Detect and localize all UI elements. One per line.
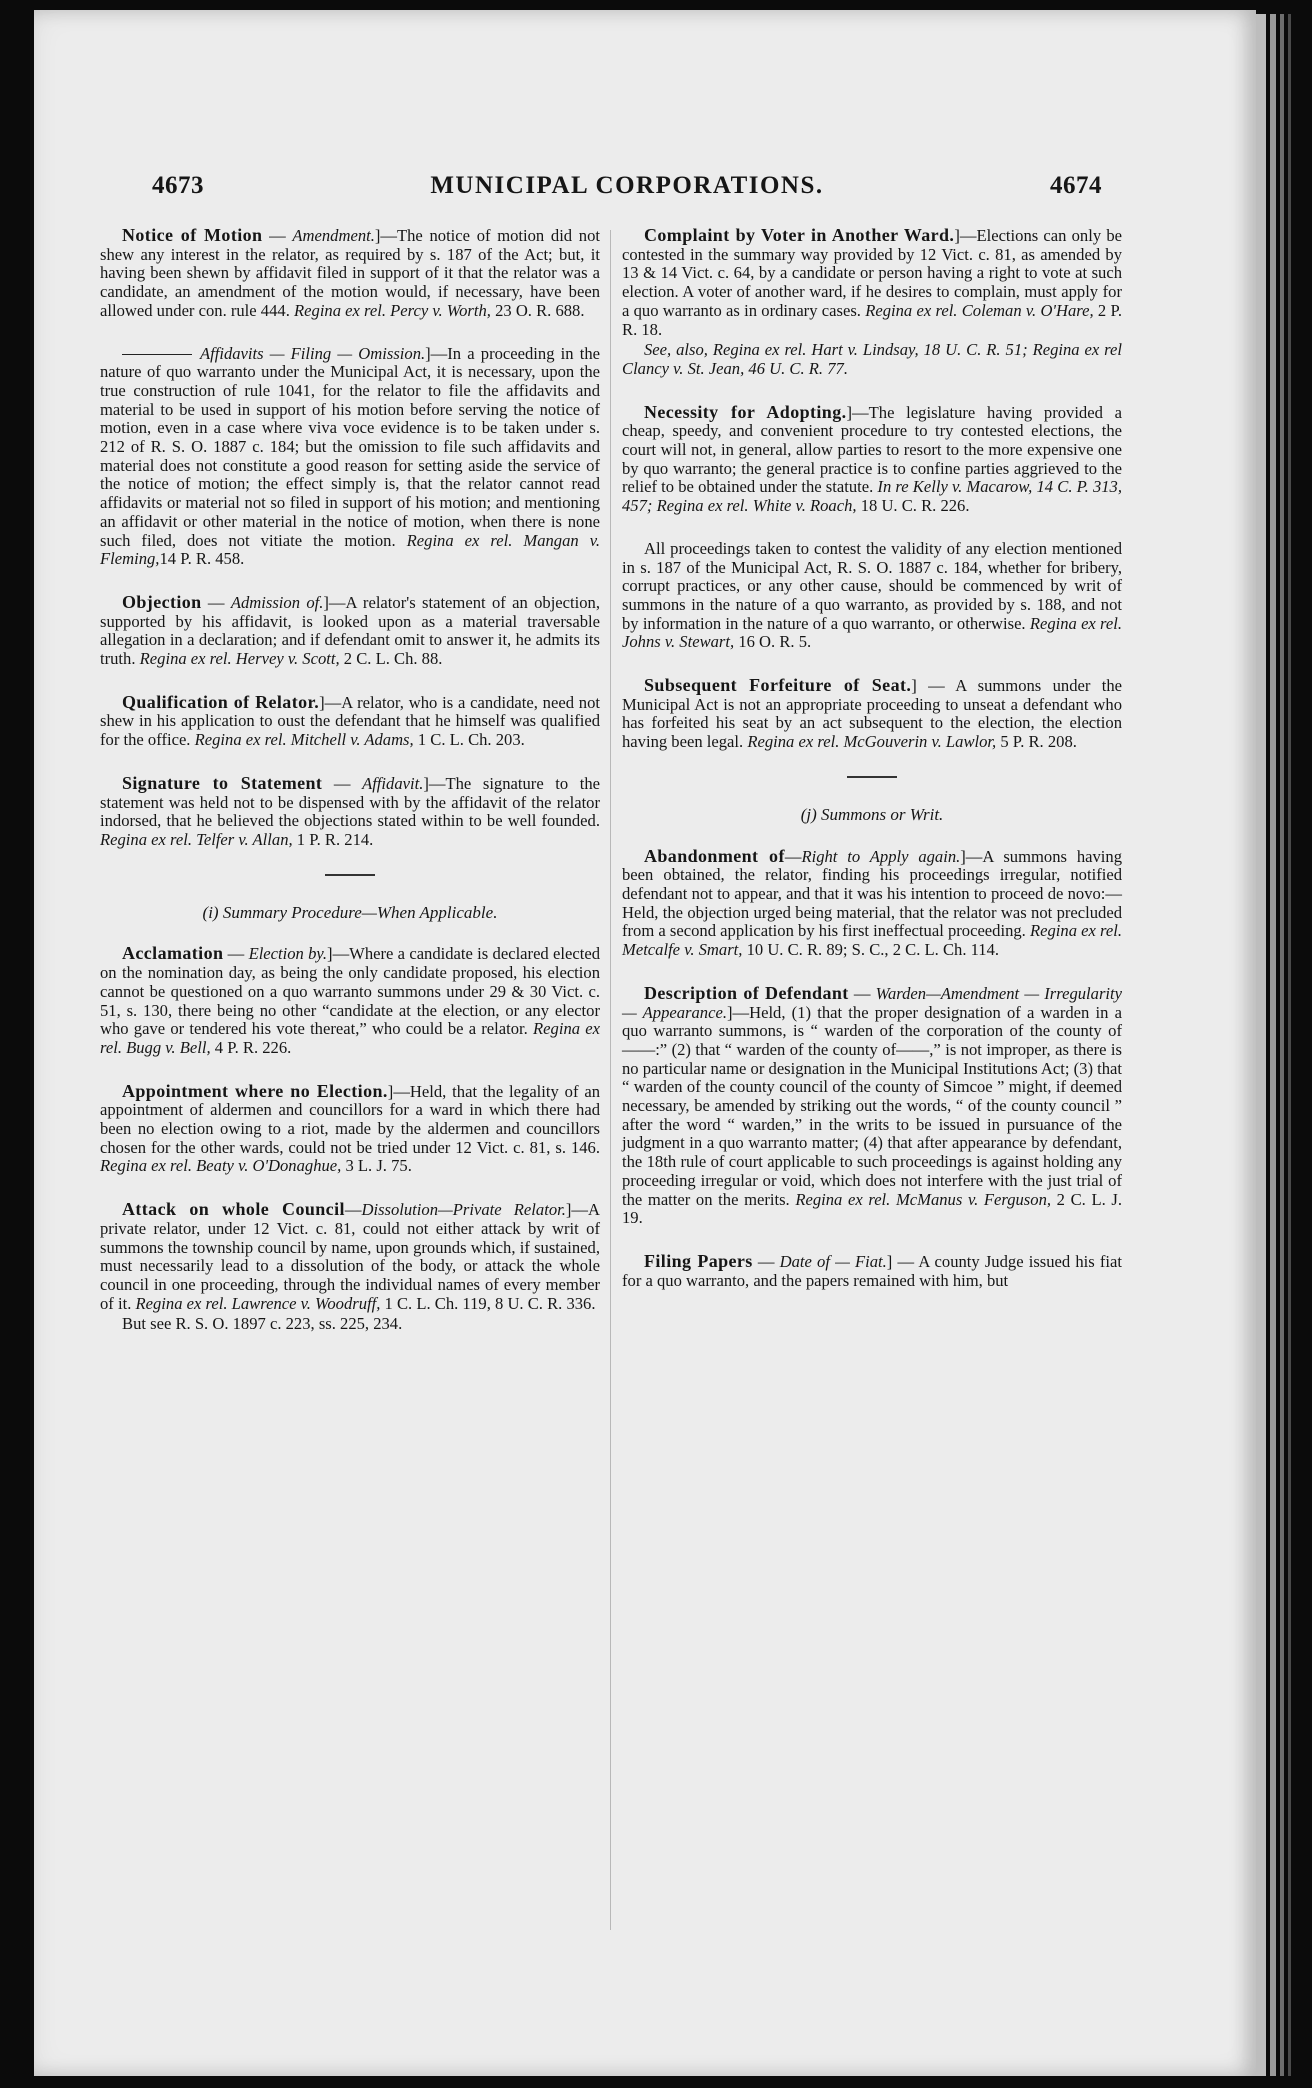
entry-text: Held, (1) that the proper designation of a warden in a quo warranto summons, is “ warden of the corporation of the county of——:” (2) that “ warden of the county of——,” is not improper, as there is no particular name or designation in the Municipal Institutions Act; (3) that “ warden of the county council of the county of Simcoe ” might, if deemed necessary, be amended by striking out the words, “ of the county council ” after the word “ warden,” in the writs to be issued in pursuance of the judgment in a quo warranto matter; (4) that after appearance by defendant, the 18th rule of court applicable to such proceedings is against holding any proceeding irregular or void, which does not interfere with the just trial of the matter on the merits. xyxy=(622,1002,1123,1209)
entry-citation-ref: 1 C. L. Ch. 203. xyxy=(417,730,525,750)
entry-complaint-by-voter: Complaint by Voter in Another Ward.]—Elections can only be contested in the summary way provided by 12 Vict. c. 81, as amended by 13 & 14 Vict. c. 64, by a candidate or person having a right to vote at such election. A voter of another ward, if he desires to complain, must apply for a quo warranto as in ordinary cases. Regina ex rel. Coleman v. O'Hare, 2 P. R. 18. See, also, Regina ex rel. Hart v. Lindsay, 18 U. C. R. 51; Regina ex rel Clancy v. St. Jean, 46 U. C. R. 77. xyxy=(622,225,1123,378)
entry-citation-ref: 3 L. J. 75. xyxy=(345,1156,412,1176)
entry-objection: Objection — Admission of.]—A relator's statement of an objection, supported by his affidavit, is looked upon as a material traversable allegation in a declaration; and if defendant omit to answer it, he admits its truth. Regina ex rel. Hervey v. Scott, 2 C. L. Ch. 88. xyxy=(100,591,600,669)
see-also-note: But see R. S. O. 1897 c. 223, ss. 225, 234. xyxy=(122,1314,403,1334)
entry-heading: Necessity for Adopting. xyxy=(644,401,847,422)
entry-citation-ref: 18 U. C. R. 226. xyxy=(860,496,970,516)
entry-heading: Filing Papers xyxy=(644,1250,753,1271)
entry-citation-ref: 16 O. R. 5. xyxy=(738,632,812,652)
entry-affidavits-filing: Affidavits — Filing — Omission.]—In a proceeding in the nature of quo warranto under the Municipal Act, it is necessary, upon the true construction of rule 1041, for the relator to file the affidavits and material to be used in support of his motion before serving the notice of motion, even in a case where viva voce evidence is to be taken under s. 212 of R. S. O. 1887 c. 184; but the omission to file such affidavits and material does not constitute a good reason for setting aside the service of the notice of motion; the effect simply is, that the relator cannot read affidavits or material not so filed in support of his motion; and mentioning an affidavit or other material in the notice of motion, when there is none such filed, does not vitiate the motion. Regina ex rel. Mangan v. Fleming,14 P. R. 458. xyxy=(100,343,600,569)
page-number-left: 4673 xyxy=(152,172,204,199)
entry-citation-ref: 2 P. R. 18. xyxy=(622,300,1123,339)
entry-citation: Regina ex rel. Percy v. Worth, xyxy=(294,300,491,320)
entry-text: The signature to the statement was held not to be dispensed with by the affidavit of the relator indorsed, that he believed the objections stated within to be well founded. xyxy=(100,773,601,831)
entry-citation-ref: 1 C. L. Ch. 119, 8 U. C. R. 336. xyxy=(384,1293,596,1313)
section-heading: (j) Summons or Writ. xyxy=(800,804,944,824)
entry-citation: Regina ex rel. Telfer v. Allan, xyxy=(100,829,293,849)
entry-qualification-of-relator: Qualification of Relator.]—A relator, who is a candidate, need not shew in his application to oust the defendant that he himself was qualified for the office. Regina ex rel. Mitchell v. Adams, 1 C. L. Ch. 203. xyxy=(100,691,600,750)
entry-text: A summons under the Municipal Act is not an appropriate proceeding to unseat a defendant who has forfeited his seat by an act subsequent to the election, the election having been legal. xyxy=(622,676,1122,752)
entry-necessity-for-adopting: Necessity for Adopting.]—The legislature having provided a cheap, speedy, and convenient procedure to try contested elections, the court will not, in general, allow parties to resort to the more expensive one by quo warranto; the general practice is to confine parties aggrieved to the relief to be obtained under the statute. In re Kelly v. Macarow, 14 C. P. 313, 457; Regina ex rel. White v. Roach, 18 U. C. R. 226. xyxy=(622,401,1122,516)
entry-citation: Regina ex rel. Johns v. Stewart, xyxy=(622,613,1122,652)
entry-citation: Regina ex rel. Mangan v. Fleming, xyxy=(100,530,600,569)
entry-text: The notice of motion did not shew any interest in the relator, as required by s. 187 of the Act; but, it having been shewn by affidavit filed in support of it that the relator was a candidate, an amendment of the motion would, if necessary, have been allowed under con. rule 444. xyxy=(100,226,600,320)
entry-citation-ref: 5 P. R. 208. xyxy=(1000,732,1077,752)
entry-citation: Regina ex rel. Lawrence v. Woodruff, xyxy=(135,1293,381,1313)
entry-subheading: Admission of. xyxy=(230,592,324,612)
entry-citation: Regina ex rel. Metcalfe v. Smart, xyxy=(622,921,1122,960)
ditto-dash xyxy=(122,354,192,355)
entry-citation: Regina ex rel. McGouverin v. Lawlor, xyxy=(747,732,997,752)
running-header xyxy=(152,172,1102,212)
entry-subheading: Amendment. xyxy=(292,226,375,245)
entry-heading: Description of Defendant xyxy=(644,982,849,1003)
entry-heading: Notice of Motion xyxy=(122,225,263,245)
entry-citation-ref: 4 P. R. 226. xyxy=(214,1037,292,1057)
page-edge xyxy=(1288,14,1291,2076)
entry-subheading: Affidavit. xyxy=(362,773,424,793)
entry-citation: Regina ex rel. Coleman v. O'Hare, xyxy=(865,300,1094,320)
entry-heading: Attack on whole Council xyxy=(122,1199,345,1220)
entry-citation: In re Kelly v. Macarow, 14 C. P. 313, 457; Regina ex rel. White v. Roach, xyxy=(622,477,1122,516)
entry-appointment-where-no-election: Appointment where no Election.]—Held, that the legality of an appointment of aldermen and councillors for a ward in which there had been no election owing to a riot, made by the aldermen and councillors chosen for the other wards, could not be tried under 12 Vict. c. 81, s. 146. Regina ex rel. Beaty v. O'Donaghue, 3 L. J. 75. xyxy=(100,1080,600,1176)
entry-text: The legislature having provided a cheap, speedy, and convenient procedure to try contested elections, the court will not, in general, allow parties to resort to the more expensive one by quo warranto; the general practice is to confine parties aggrieved to the relief to be obtained under the statute. xyxy=(622,402,1122,497)
entry-citation-ref: 2 C. L. Ch. 88. xyxy=(343,649,443,669)
entry-heading: Acclamation xyxy=(122,943,224,964)
page-number-right: 4674 xyxy=(1050,172,1102,199)
entry-attack-on-whole-council: Attack on whole Council—Dissolution—Private Relator.]—A private relator, under 12 Vict. c. 81, could not either attack by writ of summons the township council by name, upon grounds which, if sustained, must necessarily lead to a dissolution of the body, or attack the whole council in one proceeding, through the individual names of every member of it. Regina ex rel. Lawrence v. Woodruff, 1 C. L. Ch. 119, 8 U. C. R. 336. But see R. S. O. 1897 c. 223, ss. 225, 234. xyxy=(100,1199,600,1334)
entry-text: Where a candidate is declared elected on the nomination day, as being the only candidate proposed, his election cannot be questioned on a quo warranto summons under 29 & 30 Vict. c. 51, s. 130, there being no other “candidate at the election, or any elector who gave or tendered his vote thereat,” who could be a relator. xyxy=(100,944,600,1039)
entry-heading: Appointment where no Election. xyxy=(122,1080,388,1101)
entry-subheading: Dissolution—Private Relator. xyxy=(361,1200,566,1220)
page-edge xyxy=(1256,14,1266,2076)
right-column xyxy=(622,226,1122,1314)
page-edge xyxy=(1270,14,1276,2076)
entry-text: A summons having been obtained, the relator, finding his proceedings irregular, notified defendant not to appear, and that it was his intention to proceed de novo:—Held, the objection urged being material, that the relator was not precluded from a second application by his first ineffectual proceeding. xyxy=(622,846,1123,941)
column-divider xyxy=(610,230,611,1930)
entry-acclamation: Acclamation — Election by.]—Where a candidate is declared elected on the nomination day, as being the only candidate proposed, his election cannot be questioned on a quo warranto summons under 29 & 30 Vict. c. 51, s. 130, there being no other “candidate at the election, or any elector who gave or tendered his vote thereat,” who could be a relator. Regina ex rel. Bugg v. Bell, 4 P. R. 226. xyxy=(100,943,600,1057)
entry-heading: Subsequent Forfeiture of Seat. xyxy=(644,675,912,696)
entry-text: A relator, who is a candidate, need not shew in his application to oust the defendant that he himself was qualified for the office. xyxy=(100,692,600,750)
entry-citation: Regina ex rel. McManus v. Ferguson, xyxy=(795,1189,1052,1209)
running-title: MUNICIPAL CORPORATIONS. xyxy=(430,172,824,199)
entry-subheading: Election by. xyxy=(248,944,328,964)
entry-abandonment-of: Abandonment of—Right to Apply again.]—A summons having been obtained, the relator, finding his proceedings irregular, notified defendant not to appear, and that it was his intention to proceed de novo:—Held, the objection urged being material, that the relator was not precluded from a second application by his first ineffectual proceeding. Regina ex rel. Metcalfe v. Smart, 10 U. C. R. 89; S. C., 2 C. L. Ch. 114. xyxy=(622,845,1123,960)
entry-citation-ref: 10 U. C. R. 89; S. C., 2 C. L. Ch. 114. xyxy=(746,940,1000,960)
entry-subsequent-forfeiture: Subsequent Forfeiture of Seat.] — A summons under the Municipal Act is not an appropriate proceeding to unseat a defendant who has forfeited his seat by an act subsequent to the election, the election having been legal. Regina ex rel. McGouverin v. Lawlor, 5 P. R. 208. xyxy=(622,675,1122,752)
entry-all-proceedings xyxy=(622,540,1122,652)
entry-citation-ref: 14 P. R. 458. xyxy=(159,549,245,569)
see-also-note: See, also, Regina ex rel. Hart v. Lindsay, 18 U. C. R. 51; Regina ex rel Clancy v. St. Jean, 46 U. C. R. 77. xyxy=(622,340,1122,378)
section-rule xyxy=(847,776,897,778)
left-column xyxy=(100,226,600,1358)
entry-heading: Objection xyxy=(122,591,202,612)
section-rule xyxy=(325,874,375,876)
entry-text: Held, that the legality of an appointment of aldermen and councillors for a ward in which there had been no election owing to a riot, made by the aldermen and councillors chosen for the other wards, could not be tried under 12 Vict. c. 81, s. 146. xyxy=(100,1081,600,1157)
entry-text: In a proceeding in the nature of quo warranto under the Municipal Act, it is necessary, upon the true construction of rule 1041, for the relator to file the affidavits and material to be used in support of his motion before serving the notice of motion, even in a case where viva voce evidence is to be taken under s. 212 of R. S. O. 1887 c. 184; but the omission to file such affidavits and material does not constitute a good reason for setting aside the service of the notice of motion; the effect simply is, that the relator cannot read affidavits or material not so filed in support of his motion; and mentioning an affidavit or other material in the notice of motion, when there is none such filed, does not vitiate the motion. xyxy=(100,343,600,550)
entry-citation-ref: 23 O. R. 688. xyxy=(495,300,585,320)
entry-citation: Regina ex rel. Beaty v. O'Donaghue, xyxy=(100,1156,342,1176)
entry-notice-of-motion: Notice of Motion — Amendment.]—The notice of motion did not shew any interest in the relator, as required by s. 187 of the Act; but, it having been shewn by affidavit filed in support of it that the relator was a candidate, an amendment of the motion would, if necessary, have been allowed under con. rule 444. Regina ex rel. Percy v. Worth, 23 O. R. 688. xyxy=(100,225,600,320)
entry-filing-papers: Filing Papers — Date of — Fiat.] — A county Judge issued his fiat for a quo warranto, and the papers remained with him, but xyxy=(622,1250,1122,1290)
entry-citation-ref: 1 P. R. 214. xyxy=(296,829,374,849)
entry-citation: Regina ex rel. Mitchell v. Adams, xyxy=(194,730,414,750)
entry-heading: Abandonment of xyxy=(644,845,785,866)
section-heading: (i) Summary Procedure—When Applicable. xyxy=(202,902,498,922)
entry-subheading: Date of — Fiat. xyxy=(779,1251,887,1271)
entry-heading: Signature to Statement xyxy=(122,772,323,793)
entry-text: A county Judge issued his fiat for a quo warranto, and the papers remained with him, but xyxy=(622,1251,1122,1290)
entry-heading: Qualification of Relator. xyxy=(122,691,320,712)
entry-signature-to-statement: Signature to Statement — Affidavit.]—The signature to the statement was held not to be dispensed with by the affidavit of the relator indorsed, that he believed the objections stated within to be well founded. Regina ex rel. Telfer v. Allan, 1 P. R. 214. xyxy=(100,772,601,849)
entry-text: A private relator, under 12 Vict. c. 81, could not either attack by writ of summons the township council by name, upon grounds which, if sustained, must necessarily lead to a dissolution of the body, or attack the whole council in one proceeding, through the individual names of every member of it. xyxy=(100,1200,600,1313)
entry-citation: Regina ex rel. Hervey v. Scott, xyxy=(139,649,340,669)
entry-text: All proceedings taken to contest the validity of any election mentioned in s. 187 of the Municipal Act, R. S. O. 1887 c. 184, whether for bribery, corrupt practices, or any other cause, should be commenced by writ of summons in the nature of a quo warranto, as provided by s. 188, and not by information in the nature of a quo warranto, or otherwise. xyxy=(622,538,1122,633)
entry-text: A relator's statement of an objection, supported by his affidavit, is looked upon as a material traversable allegation in a declaration; and if defendant omit to answer it, he admits its truth. xyxy=(100,592,600,669)
entry-subheading: Warden—Amendment — Irregularity — Appearance. xyxy=(622,983,1122,1022)
entry-description-of-defendant: Description of Defendant — Warden—Amendment — Irregularity — Appearance.]—Held, (1) that the proper designation of a warden in a quo warranto summons, is “ warden of the corporation of the county of——:” (2) that “ warden of the county of——,” is not improper, as there is no particular name or designation in the Municipal Institutions Act; (3) that “ warden of the county council of the county of Simcoe ” might, if deemed necessary, be amended by striking out the words, “ of the county council ” after the word “ warden,” in the writs to be issued in pursuance of the judgment in a quo warranto matter; (4) that after appearance by defendant, the 18th rule of court applicable to such proceedings is against holding any proceeding irregular or void, which does not interfere with the just trial of the matter on the merits. Regina ex rel. McManus v. Ferguson, 2 C. L. J. 19. xyxy=(622,982,1123,1228)
entry-citation: Regina ex rel. Bugg v. Bell, xyxy=(100,1019,600,1057)
entry-text: Elections can only be contested in the summary way provided by 12 Vict. c. 81, as amended by 13 & 14 Vict. c. 64, by a candidate or person having a right to vote at such election. A voter of another ward, if he desires to complain, must apply for a quo warranto as in ordinary cases. xyxy=(622,226,1122,320)
entry-citation-ref: 2 C. L. J. 19. xyxy=(622,1189,1122,1228)
entry-subheading: Affidavits — Filing — Omission. xyxy=(200,343,426,363)
page-edge xyxy=(1280,14,1284,2076)
entry-heading: Complaint by Voter in Another Ward. xyxy=(644,225,955,245)
entry-subheading: Right to Apply again. xyxy=(801,846,961,866)
